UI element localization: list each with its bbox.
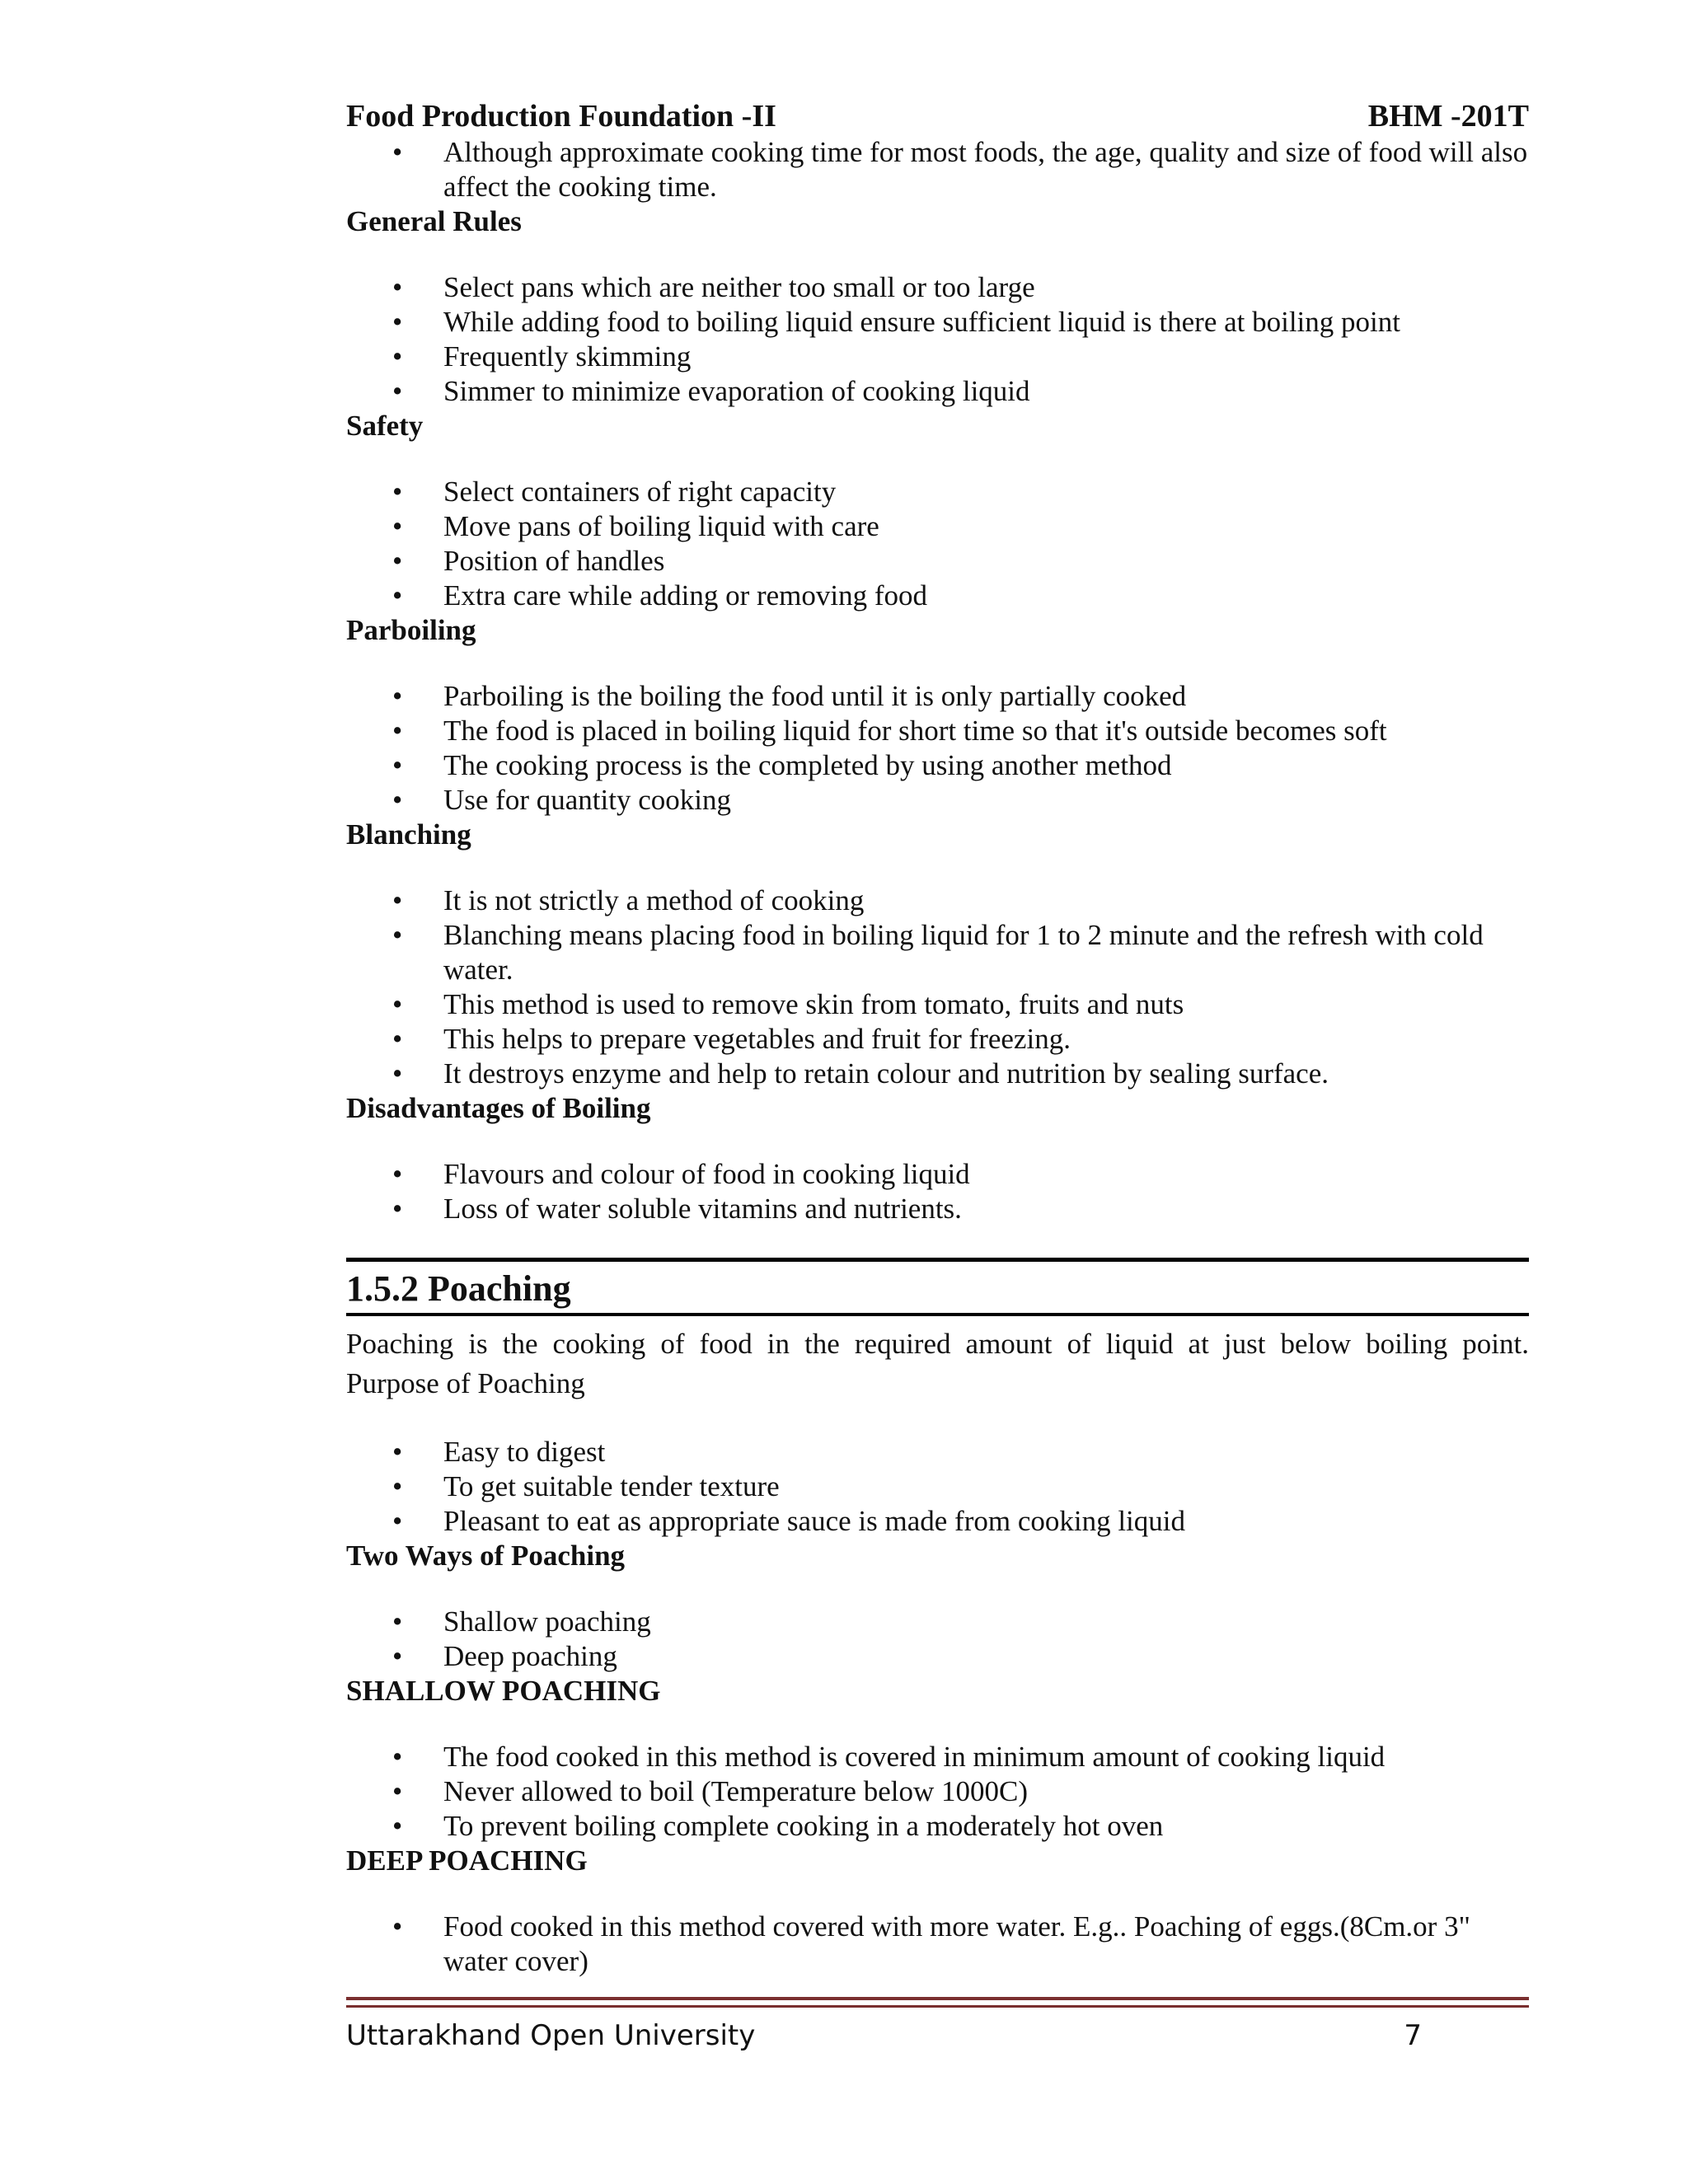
list-item: • Pleasant to eat as appropriate sauce is made from cooking liquid <box>346 1504 1529 1539</box>
parboiling-list <box>346 679 1529 818</box>
safety-heading: Safety <box>346 410 424 442</box>
list-item: • Position of handles <box>346 544 1529 579</box>
document-page <box>346 97 1529 1979</box>
safety-list <box>346 475 1529 613</box>
list-item: • To prevent boiling complete cooking in a moderately hot oven <box>346 1809 1529 1844</box>
footer-university: Uttarakhand Open University <box>346 2019 756 2052</box>
list-item: • Shallow poaching <box>346 1605 1529 1639</box>
list-item: • Move pans of boiling liquid with care <box>346 509 1529 544</box>
list-item: • Flavours and colour of food in cooking liquid <box>346 1157 1529 1192</box>
deep-poaching-heading: DEEP POACHING <box>346 1844 588 1877</box>
shallow-poaching-list <box>346 1740 1529 1844</box>
list-item: • Select containers of right capacity <box>346 475 1529 509</box>
general-rules-list <box>346 270 1529 409</box>
list-item: • Although approximate cooking time for most foods, the age, quality and size of food will also affect the cooking time. <box>346 135 1529 204</box>
list-item: • The cooking process is the completed by using another method <box>346 748 1529 783</box>
two-ways-heading: Two Ways of Poaching <box>346 1540 626 1572</box>
list-item: • To get suitable tender texture <box>346 1469 1529 1504</box>
purpose-label: Purpose of Poaching <box>346 1367 585 1399</box>
footer-rule <box>346 1997 1529 2000</box>
blanching-list <box>346 883 1529 1091</box>
footer-rule-thin <box>346 2005 1529 2008</box>
list-item: • Never allowed to boil (Temperature below 1000C) <box>346 1774 1529 1809</box>
header-title: Food Production Foundation -II <box>346 99 776 134</box>
list-item: • Simmer to minimize evaporation of cooking liquid <box>346 374 1529 409</box>
general-rules-heading: General Rules <box>346 205 522 237</box>
disadvantages-list <box>346 1157 1529 1226</box>
list-item: • Frequently skimming <box>346 340 1529 374</box>
header-course-code: BHM -201T <box>1367 99 1529 134</box>
page-header <box>346 97 1529 135</box>
parboiling-heading: Parboiling <box>346 614 476 646</box>
list-item: • This method is used to remove skin from tomato, fruits and nuts <box>346 987 1529 1022</box>
intro-list <box>346 135 1529 204</box>
list-item: • Food cooked in this method covered with more water. E.g.. Poaching of eggs.(8Cm.or 3" water cover) <box>346 1910 1529 1979</box>
list-item: • The food cooked in this method is covered in minimum amount of cooking liquid <box>346 1740 1529 1774</box>
list-item: • Deep poaching <box>346 1639 1529 1674</box>
shallow-poaching-heading: SHALLOW POACHING <box>346 1675 661 1707</box>
deep-poaching-list <box>346 1910 1529 1979</box>
blanching-heading: Blanching <box>346 818 471 851</box>
list-item: • This helps to prepare vegetables and fruit for freezing. <box>346 1022 1529 1057</box>
list-item: • Blanching means placing food in boiling liquid for 1 to 2 minute and the refresh with cold water. <box>346 918 1529 987</box>
purpose-list <box>346 1435 1529 1539</box>
poaching-definition: Poaching is the cooking of food in the required amount of liquid at just below boiling point. <box>346 1328 1529 1360</box>
list-item: • Loss of water soluble vitamins and nutrients. <box>346 1192 1529 1226</box>
list-item: • Extra care while adding or removing food <box>346 579 1529 613</box>
list-item: • Parboiling is the boiling the food until it is only partially cooked <box>346 679 1529 714</box>
list-item: • The food is placed in boiling liquid for short time so that it's outside becomes soft <box>346 714 1529 748</box>
two-ways-list <box>346 1605 1529 1674</box>
list-item: • Select pans which are neither too small or too large <box>346 270 1529 305</box>
list-item: • It destroys enzyme and help to retain colour and nutrition by sealing surface. <box>346 1057 1529 1091</box>
list-item: • Easy to digest <box>346 1435 1529 1469</box>
list-item: • It is not strictly a method of cooking <box>346 883 1529 918</box>
section-rule-bottom <box>346 1313 1529 1316</box>
page-number: 7 <box>1404 2019 1422 2052</box>
section-title: 1.5.2 Poaching <box>346 1268 571 1309</box>
list-item: • Use for quantity cooking <box>346 783 1529 818</box>
list-item: • While adding food to boiling liquid ensure sufficient liquid is there at boiling point <box>346 305 1529 340</box>
disadvantages-heading: Disadvantages of Boiling <box>346 1092 651 1124</box>
page-footer <box>346 2018 1422 2054</box>
